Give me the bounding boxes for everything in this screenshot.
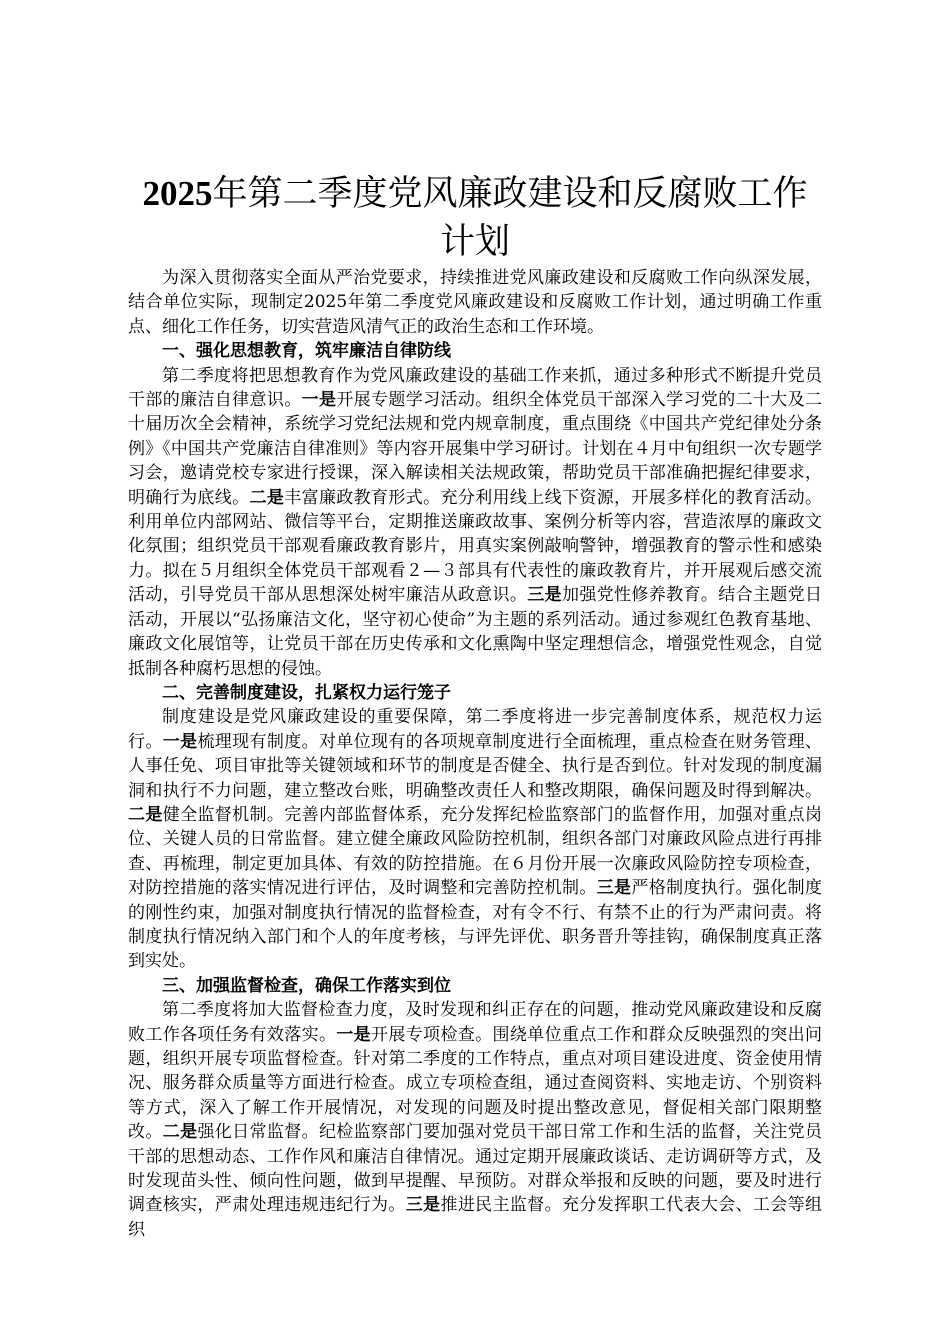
item-lead: 一是 (301, 390, 337, 411)
item-lead: 一是 (162, 731, 198, 752)
title-line-1-text: 年第二季度党风廉政建设和反腐败工作 (212, 174, 808, 214)
section-body-1 (128, 364, 822, 681)
item-text: 严格制度执行。强化制度的刚性约束，加强对制度执行情况的监督检查，对有令不行、有禁不止的行为严肃问责。将制度执行情况纳入部门和个人的年度考核，与评先评优、职务晋升等挂钩，确保制度真正落到实处。 (128, 878, 823, 972)
item-lead: 三是 (527, 585, 562, 606)
item-text: 推进民主监督。充分发挥职工代表大会、工会等组织 (128, 1195, 823, 1240)
item-text: 强化日常监督。纪检监察部门要加强对党员干部日常工作和生活的监督，关注党员干部的思想动态、工作作风和廉洁自律情况。通过定期开展廉政谈话、走访调研等方式，及时发现苗头性、倾向性问题，做到早提醒、早预防。对群众举报和反映的问题，要及时进行调查核实，严肃处理违规违纪行为。 (128, 1122, 822, 1216)
section-opening-3: 第二季度将加大监督检查力度，及时发现和纠正存在的问题，推动党风廉政建设和反腐败工作各项任务有效落实。 (128, 1000, 822, 1045)
item-text: 丰富廉政教育形式。充分利用线上线下资源，开展多样化的教育活动。利用单位内部网站、微信等平台，定期推送廉政故事、案例分析等内容，营造浓厚的廉政文化氛围；组织党员干部观看廉政教育影片，用真实案例敲响警钟，增强教育的警示性和感染力。拟在５月组织全体党员干部观看２—３部具有代表性的廉政教育片，并开展观后感交流活动，引导党员干部从思想深处树牢廉洁从政意识。 (128, 487, 823, 606)
section-heading-2: 二、完善制度建设，扎紧权力运行笼子 (162, 682, 451, 703)
item-text: 开展专题学习活动。组织全体党员干部深入学习党的二十大及二十届历次全会精神，系统学习党纪法规和党内规章制度，重点围绕《中国共产党纪律处分条例》《中国共产党廉洁自律准则》等内容开展集中学习研讨。计划在４月中旬组织一次专题学习会，邀请党校专家进行授课，深入解读相关法规政策，帮助党员干部准确把握纪律要求，明确行为底线。 (128, 390, 823, 508)
item-text: 梳理现有制度。对单位现有的各项规章制度进行全面梳理，重点检查在财务管理、人事任免、项目审批等关键领域和环节的制度是否健全、执行是否到位。针对发现的制度漏洞和执行不力问题，建立整改台账，明确整改责任人和整改期限，确保问题及时得到解决。 (128, 731, 822, 801)
section-heading-3: 三、加强监督检查，确保工作落实到位 (162, 975, 451, 996)
section-heading-1: 一、强化思想教育，筑牢廉洁自律防线 (162, 341, 451, 362)
item-lead: 一是 (336, 1024, 372, 1045)
item-lead: 三是 (405, 1195, 441, 1216)
item-lead: 二是 (128, 804, 163, 825)
title-line-2: 计划 (439, 222, 510, 262)
item-lead: 二是 (249, 487, 285, 508)
section-body-2 (128, 705, 822, 973)
item-text: 健全监督机制。完善内部监督体系，充分发挥纪检监察部门的监督作用，加强对重点岗位、关键人员的日常监督。建立健全廉政风险防控机制，组织各部门对廉政风险点进行再排查、再梳理，制定更加具体、有效的防控措施。在６月份开展一次廉政风险防控专项检查，对防控措施的落实情况进行评估，及时调整和完善防控机制。 (128, 804, 822, 899)
item-text: 开展专项检查。围绕单位重点工作和群众反映强烈的突出问题，组织开展专项监督检查。针对第二季度的工作特点，重点对项目建设进度、资金使用情况、服务群众质量等方面进行检查。成立专项检查组，通过查阅资料、实地走访、个别资料等方式，深入了解工作开展情况，对发现的问题及时提出整改意见，督促相关部门限期整改。 (128, 1024, 823, 1143)
title-year: 2025 (142, 174, 213, 213)
section-body-3 (128, 998, 822, 1242)
document-page (128, 170, 822, 1242)
item-text: 加强党性修养教育。结合主题党日活动，开展以“弘扬廉洁文化，坚守初心使命”为主题的系列活动。通过参观红色教育基地、廉政文化展馆等，让党员干部在历史传承和文化熏陶中坚定理想信念，增强党性观念，自觉抵制各种腐朽思想的侵蚀。 (128, 585, 823, 679)
title-line-1 (128, 170, 822, 218)
item-lead: 三是 (596, 878, 632, 899)
section-opening-2: 制度建设是党风廉政建设的重要保障，第二季度将进一步完善制度体系，规范权力运行。 (128, 707, 822, 752)
section-opening-1: 第二季度将把思想教育作为党风廉政建设的基础工作来抓，通过多种形式不断提升党员干部的廉洁自律意识。 (128, 365, 822, 411)
document-title (128, 170, 822, 266)
item-lead: 二是 (162, 1122, 198, 1143)
intro-paragraph: 为深入贯彻落实全面从严治党要求，持续推进党风廉政建设和反腐败工作向纵深发展，结合单位实际，现制定2025年第二季度党风廉政建设和反腐败工作计划，通过明确工作重点、细化工作任务，切实营造风清气正的政治生态和工作环境。 (128, 268, 822, 337)
